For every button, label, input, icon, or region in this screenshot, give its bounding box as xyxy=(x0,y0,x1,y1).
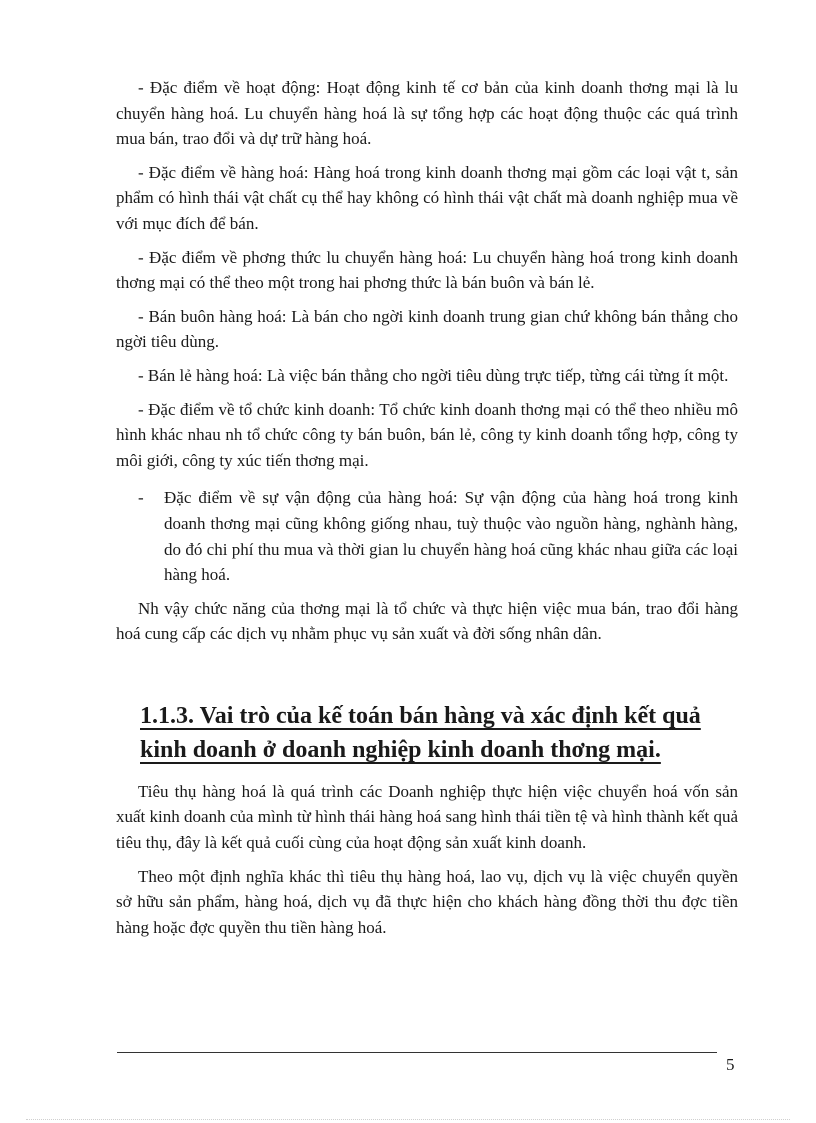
page-number: 5 xyxy=(726,1055,735,1074)
paragraph: Tiêu thụ hàng hoá là quá trình các Doanh nghiệp thực hiện việc chuyển hoá vốn sản xuất kinh doanh của mình từ hình thái hàng hoá sang hình thái tiền tệ và hình thành kết quả tiêu thụ, đây là kết quả cuối cùng của hoạt động sản xuất kinh doanh. xyxy=(116,781,738,853)
footer-rule xyxy=(117,1052,717,1053)
paragraph: Theo một định nghĩa khác thì tiêu thụ hàng hoá, lao vụ, dịch vụ là việc chuyển quyền sở hữu sản phẩm, hàng hoá, dịch vụ đã thực hiện cho khách hàng đồng thời thu đợc tiền hàng hoặc đợc quyền thu tiền hàng hoá. xyxy=(116,866,738,937)
paragraph: - Đặc điểm về tổ chức kinh doanh: Tổ chức kinh doanh thơng mại có thể theo nhiều mô hình khác nhau nh tổ chức công ty bán buôn, bán lẻ, công ty kinh doanh tổng hợp, công ty môi giới, công ty xúc tiến thơng mại. xyxy=(116,399,738,470)
bullet-mark: - xyxy=(138,488,144,508)
paragraph: Nh vậy chức năng của thơng mại là tổ chức và thực hiện việc mua bán, trao đổi hàng hoá cung cấp các dịch vụ nhằm phục vụ sản xuất và đời sống nhân dân. xyxy=(116,598,738,644)
page-edge xyxy=(26,1119,790,1120)
section-heading: 1.1.3. Vai trò của kế toán bán hàng và xác định kết quả kinh doanh ở doanh nghiệp kinh doanh thơng mại. xyxy=(140,702,701,763)
bullet-item xyxy=(116,485,738,587)
paragraph: - Đặc điểm về phơng thức lu chuyển hàng hoá: Lu chuyển hàng hoá trong kinh doanh thơng mại có thể theo một trong hai phơng thức là bán buôn và bán lẻ. xyxy=(116,247,738,293)
paragraph: - Bán buôn hàng hoá: Là bán cho ngời kinh doanh trung gian chứ không bán thẳng cho ngời tiêu dùng. xyxy=(116,306,738,352)
paragraph: - Đặc điểm về hàng hoá: Hàng hoá trong kinh doanh thơng mại gồm các loại vật t, sản phẩm có hình thái vật chất cụ thể hay không có hình thái vật chất mà doanh nghiệp mua về với mục đích để bán. xyxy=(116,162,738,233)
bullet-text: Đặc điểm về sự vận động của hàng hoá: Sự vận động của hàng hoá trong kinh doanh thơng mại cũng không giống nhau, tuỳ thuộc vào nguồn hàng, nghành hàng, do đó chi phí thu mua và thời gian lu chuyển hàng hoá cũng khác nhau giữa các loại hàng hoá. xyxy=(164,488,738,585)
paragraph: - Đặc điểm về hoạt động: Hoạt động kinh tế cơ bản của kinh doanh thơng mại là lu chuyển hàng hoá. Lu chuyển hàng hoá là sự tổng hợp các hoạt động thuộc các quá trình mua bán, trao đổi và dự trữ hàng hoá. xyxy=(116,78,738,149)
body-text xyxy=(116,75,738,948)
paragraph: - Bán lẻ hàng hoá: Là việc bán thẳng cho ngời tiêu dùng trực tiếp, từng cái từng ít một. xyxy=(138,365,729,385)
